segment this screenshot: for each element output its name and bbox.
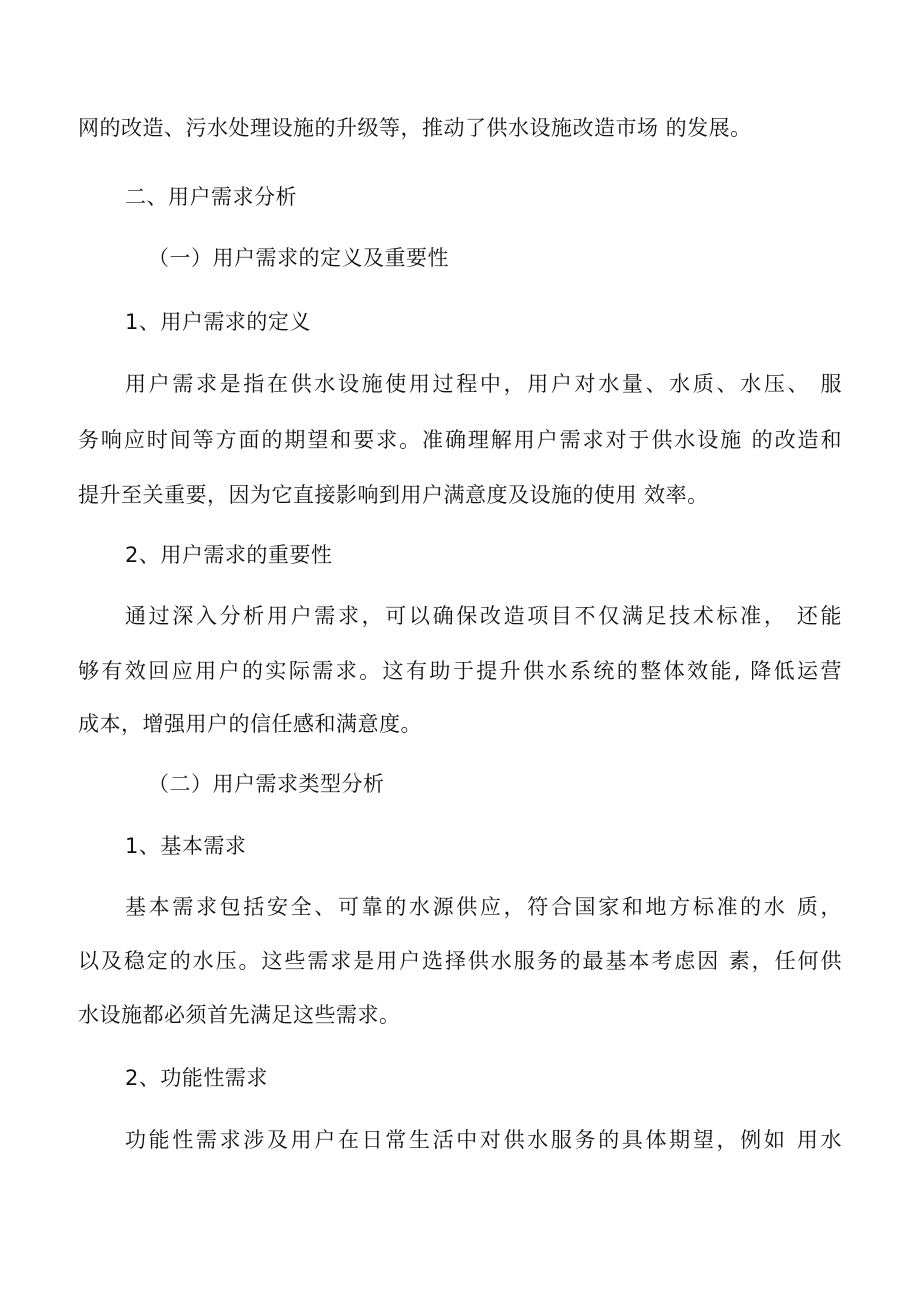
paragraph-line: 水设施都必须首先满足这些需求。 — [78, 1003, 401, 1027]
item-heading: 2、功能性需求 — [125, 1066, 268, 1090]
paragraph-line: 用户需求是指在供水设施使用过程中，用户对水量、水质、水压、 服 — [125, 372, 842, 396]
paragraph-line: 网的改造、污水处理设施的升级等，推动了供水设施改造市场 的发展。 — [78, 116, 752, 140]
paragraph-line: 功能性需求涉及用户在日常生活中对供水服务的具体期望，例如 用水 — [125, 1128, 842, 1152]
paragraph-line: 够有效回应用户的实际需求。这有助于提升供水系统的整体效能, 降低运营 — [78, 659, 842, 683]
paragraph-line: 成本，增强用户的信任感和满意度。 — [78, 712, 422, 736]
item-heading: 2、用户需求的重要性 — [125, 543, 333, 567]
section-heading: 二、用户需求分析 — [125, 185, 297, 209]
item-heading: 1、用户需求的定义 — [125, 310, 311, 334]
subsection-heading: （二）用户需求类型分析 — [148, 772, 385, 796]
paragraph-line: 务响应时间等方面的期望和要求。准确理解用户需求对于供水设施 的改造和 — [78, 428, 842, 452]
paragraph-line: 以及稳定的水压。这些需求是用户选择供水服务的最基本考虑因 素，任何供 — [78, 949, 842, 973]
paragraph-line: 通过深入分析用户需求，可以确保改造项目不仅满足技术标准， 还能 — [125, 604, 842, 628]
paragraph-line: 提升至关重要，因为它直接影响到用户满意度及设施的使用 效率。 — [78, 483, 709, 507]
item-heading: 1、基本需求 — [125, 834, 247, 858]
paragraph-line: 基本需求包括安全、可靠的水源供应，符合国家和地方标准的水 质， — [125, 895, 842, 919]
subsection-heading: （一）用户需求的定义及重要性 — [148, 246, 449, 270]
